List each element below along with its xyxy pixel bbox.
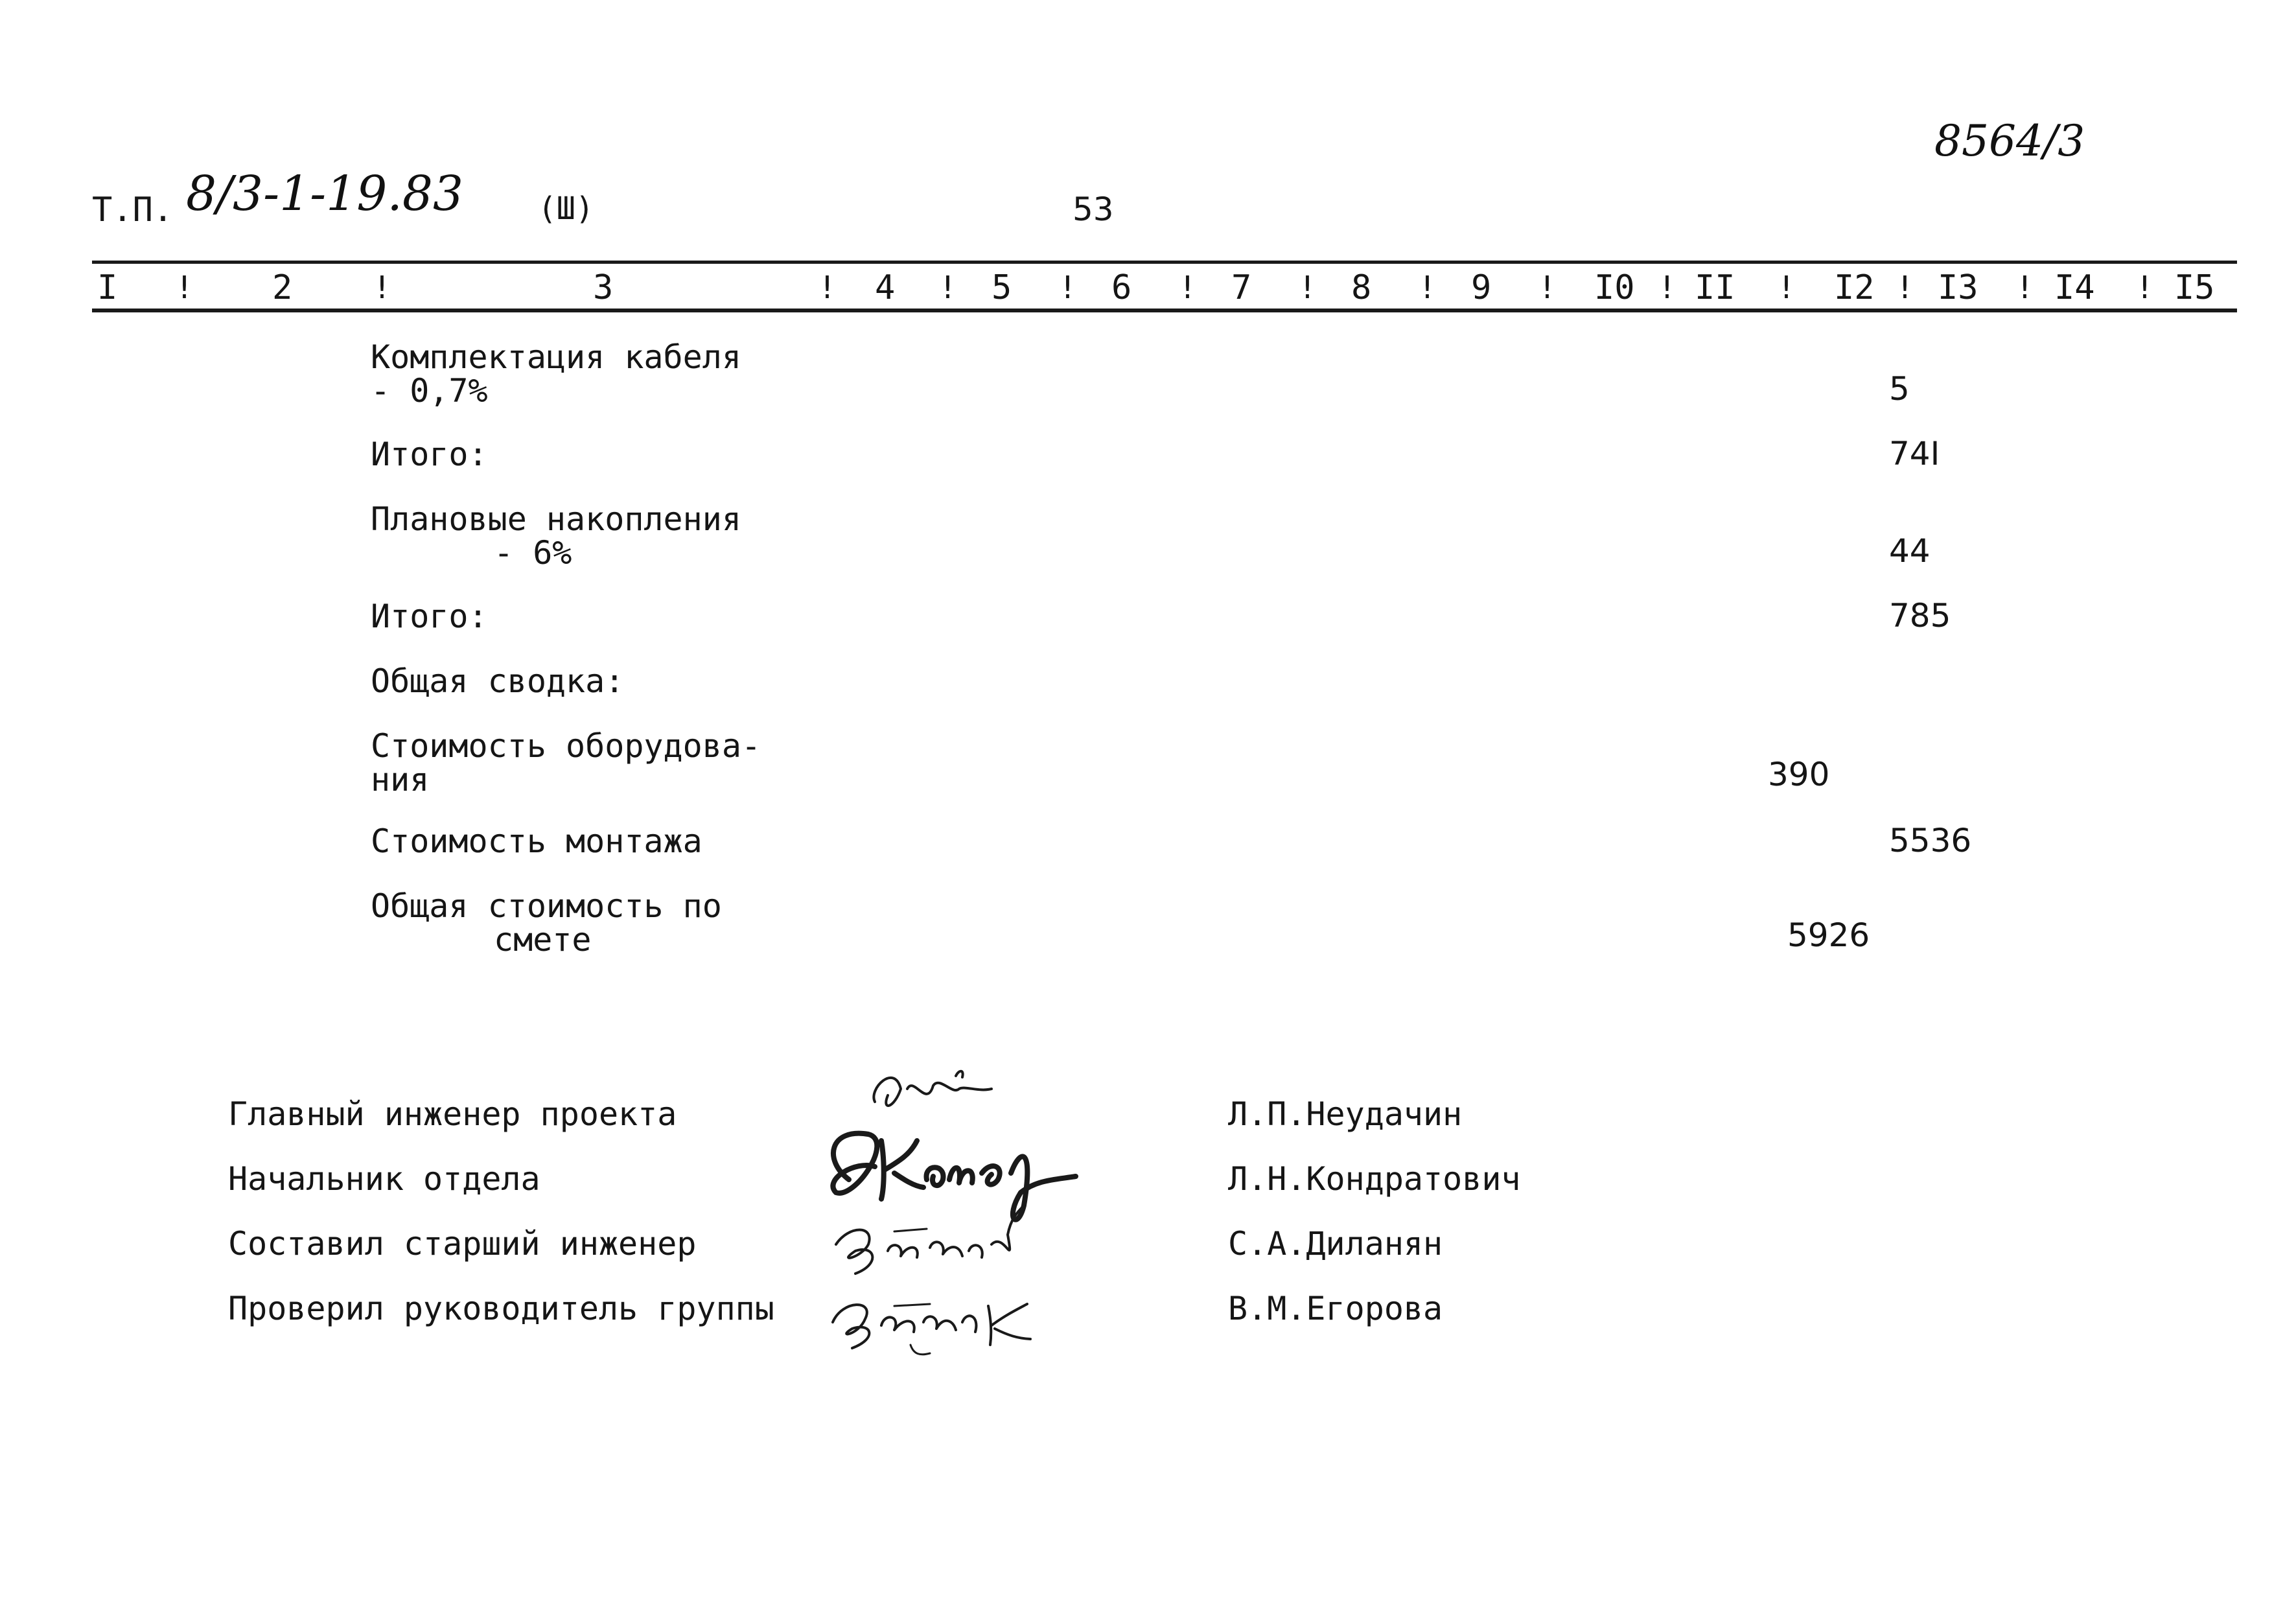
row-value: 74I [1889,435,1940,472]
signatory-role: Составил старший инженер [228,1225,697,1263]
row-value: 5926 [1787,916,1870,954]
project-number: 8/3-1-19.83 [186,166,464,222]
row-description-line: Комплектация кабеля [371,338,741,376]
column-header: I4 [2054,268,2095,307]
column-header: 7 [1231,268,1252,307]
column-header: 8 [1351,268,1372,307]
column-separator: ! [2015,270,2034,306]
row-description-line: - 6% [494,534,572,572]
column-separator: ! [818,270,837,306]
row-value: 5 [1889,370,1910,408]
column-header: 4 [875,268,896,307]
signatory-name: Л.П.Неудачин [1228,1095,1463,1133]
row-description [371,824,702,858]
row-description-line: Стоимость оборудова- [371,727,761,765]
header-top-rule [92,261,2237,264]
column-header: I3 [1938,268,1978,307]
column-separator: ! [938,270,957,306]
column-header: I2 [1834,268,1875,307]
volume-mark: (Ш) [538,191,594,227]
row-description-line: Плановые накопления [371,500,741,538]
column-separator: ! [1777,270,1796,306]
header-bottom-rule [92,309,2237,312]
column-header: 9 [1471,268,1492,307]
row-description [371,502,741,570]
page-number: 53 [1073,191,1114,228]
signatory-role: Проверил руководитель группы [228,1290,774,1327]
signatory-name: Л.Н.Кондратович [1228,1160,1521,1198]
column-separator: ! [373,270,391,306]
signatory-name: В.М.Егорова [1228,1290,1443,1327]
row-description-line: Итого: [371,598,488,635]
row-value: 5536 [1889,822,1972,859]
column-header: 6 [1111,268,1132,307]
row-description-line: Итого: [371,436,488,473]
row-value: 785 [1889,597,1951,635]
row-value: 390 [1768,756,1830,793]
column-separator: ! [175,270,194,306]
column-header: I0 [1594,268,1635,307]
row-value: 44 [1889,532,1931,570]
column-separator: ! [1658,270,1676,306]
row-description [371,600,488,633]
column-separator: ! [1058,270,1077,306]
column-separator: ! [1298,270,1317,306]
row-description-line: смете [494,921,592,959]
column-separator: ! [1418,270,1437,306]
column-header: 2 [272,268,293,307]
column-separator: ! [1896,270,1914,306]
row-description-line: Общая сводка: [371,662,625,700]
column-separator: ! [1538,270,1557,306]
column-separator: ! [1178,270,1197,306]
column-separator: ! [2135,270,2154,306]
row-description [371,889,722,957]
column-header: II [1695,268,1735,307]
signatory-role: Начальник отдела [228,1160,540,1198]
row-description [371,437,488,471]
signatory-role: Главный инженер проекта [228,1095,677,1133]
row-description-line: Общая стоимость по [371,887,722,925]
row-description [371,340,741,408]
column-header: I5 [2174,268,2215,307]
row-description-line: ния [371,761,430,798]
row-description-line: - 0,7% [371,372,488,410]
row-description-line: Стоимость монтажа [371,822,702,860]
handwritten-signatures [797,1050,1186,1387]
column-header: I [97,268,118,307]
column-header: 3 [593,268,614,307]
row-description [371,664,624,698]
archive-number: 8564/3 [1934,116,2085,166]
column-header: 5 [991,268,1012,307]
signatory-name: С.А.Диланян [1228,1225,1443,1263]
doc-prefix: Т.П. [92,191,174,229]
row-description [371,729,761,797]
